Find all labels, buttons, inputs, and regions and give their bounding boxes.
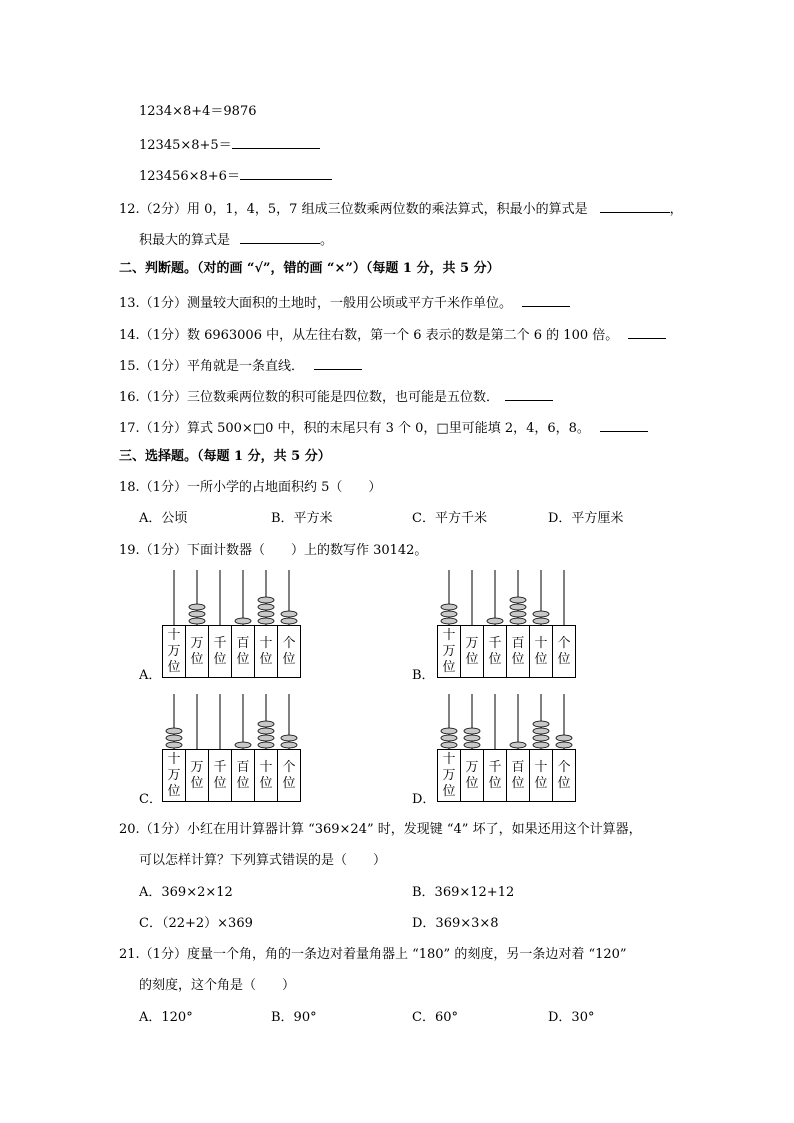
question-12-line-2 bbox=[139, 230, 333, 249]
answer-blank[interactable] bbox=[240, 230, 320, 244]
equation-text: 123456×8+6＝ bbox=[139, 169, 240, 184]
section-2-heading: 二、判断题。（对的画 “√”，错的画 “×”）（每题 1 分，共 5 分） bbox=[119, 261, 500, 276]
q18-option-a[interactable]: A．公顷 bbox=[139, 511, 188, 526]
abacus-bead bbox=[258, 721, 274, 727]
q21-option-b[interactable]: B．90° bbox=[271, 1010, 317, 1025]
q21-option-c[interactable]: C．60° bbox=[412, 1010, 458, 1025]
abacus-drawing bbox=[437, 570, 576, 678]
abacus-place-label: 十位 bbox=[534, 760, 548, 791]
answer-blank[interactable] bbox=[232, 135, 320, 149]
abacus-place-label: 百位 bbox=[511, 760, 525, 791]
abacus-place-label: 十位 bbox=[259, 760, 273, 791]
abacus-place-label: 千位 bbox=[213, 636, 227, 667]
question-text: 16.（1分）三位数乘两位数的积可能是四位数，也可能是五位数． bbox=[119, 390, 499, 405]
abacus-bead bbox=[441, 742, 457, 748]
abacus-place-label: 个位 bbox=[282, 760, 296, 791]
punctuation: ， bbox=[669, 202, 683, 217]
equation-text: 12345×8+5＝ bbox=[139, 138, 232, 153]
question-20-line-1: 20.（1分）小红在用计算器计算 “369×24” 时，发现键 “4” 坏了，如果还用这个计算器， bbox=[119, 822, 642, 837]
q18-option-b[interactable]: B．平方米 bbox=[271, 511, 333, 526]
q18-option-c[interactable]: C．平方千米 bbox=[412, 511, 487, 526]
abacus-drawing bbox=[437, 694, 576, 802]
abacus-option-b-letter[interactable]: B． bbox=[412, 668, 435, 683]
abacus-place-label: 千位 bbox=[488, 636, 502, 667]
equation-line-2 bbox=[139, 135, 320, 154]
question-14 bbox=[119, 325, 666, 344]
abacus-place-label: 个位 bbox=[557, 760, 571, 791]
abacus-bead bbox=[487, 618, 503, 624]
abacus-bead bbox=[281, 611, 297, 617]
abacus-option-a[interactable] bbox=[162, 570, 301, 678]
q20-option-d[interactable]: D．369×3×8 bbox=[412, 916, 499, 931]
abacus-bead bbox=[281, 742, 297, 748]
abacus-bead bbox=[441, 604, 457, 610]
question-15 bbox=[119, 356, 362, 375]
abacus-bead bbox=[166, 735, 182, 741]
abacus-place-label: 十万位 bbox=[442, 752, 456, 799]
abacus-place-label: 个位 bbox=[557, 636, 571, 667]
answer-blank[interactable] bbox=[314, 356, 362, 370]
abacus-bead bbox=[556, 735, 572, 741]
abacus-bead bbox=[258, 742, 274, 748]
question-13 bbox=[119, 293, 570, 312]
abacus-bead bbox=[533, 721, 549, 727]
abacus-place-label: 百位 bbox=[236, 636, 250, 667]
abacus-place-label: 千位 bbox=[213, 760, 227, 791]
abacus-bead bbox=[166, 728, 182, 734]
abacus-bead bbox=[533, 742, 549, 748]
abacus-bead bbox=[510, 618, 526, 624]
q20-option-c[interactable]: C．（22+2）×369 bbox=[139, 916, 253, 931]
q21-option-d[interactable]: D．30° bbox=[548, 1010, 595, 1025]
abacus-bead bbox=[510, 604, 526, 610]
section-3-heading: 三、选择题。（每题 1 分，共 5 分） bbox=[119, 449, 331, 464]
abacus-bead bbox=[441, 735, 457, 741]
abacus-bead bbox=[235, 742, 251, 748]
abacus-place-label: 百位 bbox=[511, 636, 525, 667]
abacus-bead bbox=[510, 742, 526, 748]
abacus-place-label: 千位 bbox=[488, 760, 502, 791]
abacus-bead bbox=[189, 604, 205, 610]
question-text: 13.（1分）测量较大面积的土地时，一般用公顷或平方千米作单位。 bbox=[119, 296, 512, 311]
abacus-bead bbox=[189, 611, 205, 617]
abacus-option-a-letter[interactable]: A． bbox=[139, 668, 162, 683]
abacus-option-d-letter[interactable]: D． bbox=[412, 792, 436, 807]
answer-blank[interactable] bbox=[600, 418, 648, 432]
abacus-bead bbox=[258, 611, 274, 617]
question-21-line-2: 的刻度，这个角是（ ） bbox=[139, 978, 296, 993]
abacus-bead bbox=[166, 742, 182, 748]
abacus-drawing bbox=[162, 570, 301, 678]
answer-blank[interactable] bbox=[628, 325, 666, 339]
abacus-bead bbox=[464, 735, 480, 741]
abacus-bead bbox=[556, 742, 572, 748]
abacus-option-c-letter[interactable]: C． bbox=[139, 792, 162, 807]
abacus-place-label: 百位 bbox=[236, 760, 250, 791]
abacus-bead bbox=[258, 728, 274, 734]
question-17 bbox=[119, 418, 648, 437]
abacus-bead bbox=[533, 728, 549, 734]
abacus-option-d[interactable] bbox=[437, 694, 576, 802]
abacus-bead bbox=[281, 735, 297, 741]
abacus-place-label: 十位 bbox=[534, 636, 548, 667]
abacus-place-label: 万位 bbox=[465, 760, 479, 791]
abacus-bead bbox=[258, 597, 274, 603]
abacus-drawing bbox=[162, 694, 301, 802]
question-19: 19.（1分）下面计数器（ ）上的数写作 30142。 bbox=[119, 543, 428, 558]
answer-blank[interactable] bbox=[522, 293, 570, 307]
abacus-place-label: 十万位 bbox=[167, 752, 181, 799]
question-text: 14.（1分）数 6963006 中，从左往右数，第一个 6 表示的数是第二个 6 的 100 倍。 bbox=[119, 328, 619, 343]
question-text: 15.（1分）平角就是一条直线． bbox=[119, 359, 304, 374]
abacus-bead bbox=[441, 618, 457, 624]
question-20-line-2: 可以怎样计算？下列算式错误的是（ ） bbox=[139, 853, 387, 868]
abacus-bead bbox=[189, 618, 205, 624]
abacus-place-label: 十位 bbox=[259, 636, 273, 667]
abacus-bead bbox=[258, 604, 274, 610]
abacus-place-label: 个位 bbox=[282, 636, 296, 667]
question-12-line-1 bbox=[119, 199, 683, 218]
abacus-bead bbox=[441, 611, 457, 617]
punctuation: 。 bbox=[320, 233, 334, 248]
abacus-place-label: 十万位 bbox=[442, 628, 456, 675]
abacus-bead bbox=[464, 742, 480, 748]
equation-line-1: 1234×8+4＝9876 bbox=[139, 104, 257, 119]
abacus-bead bbox=[258, 735, 274, 741]
abacus-bead bbox=[235, 618, 251, 624]
q21-option-a[interactable]: A．120° bbox=[139, 1010, 193, 1025]
abacus-bead bbox=[258, 618, 274, 624]
question-16 bbox=[119, 387, 553, 406]
abacus-option-b[interactable] bbox=[437, 570, 576, 678]
answer-blank[interactable] bbox=[600, 199, 670, 213]
abacus-bead bbox=[281, 618, 297, 624]
abacus-option-c[interactable] bbox=[162, 694, 301, 802]
q20-option-a[interactable]: A．369×2×12 bbox=[139, 885, 233, 900]
q20-option-b[interactable]: B．369×12+12 bbox=[412, 885, 515, 900]
question-text: 12.（2分）用 0，1，4，5，7 组成三位数乘两位数的乘法算式，积最小的算式是 bbox=[119, 202, 588, 217]
question-text: 17.（1分）算式 500×□0 中，积的末尾只有 3 个 0，□里可能填 2，4，6，8。 bbox=[119, 421, 590, 436]
abacus-bead bbox=[510, 597, 526, 603]
abacus-bead bbox=[533, 735, 549, 741]
equation-line-3 bbox=[139, 166, 332, 185]
abacus-place-label: 万位 bbox=[190, 636, 204, 667]
answer-blank[interactable] bbox=[240, 166, 332, 180]
abacus-bead bbox=[533, 618, 549, 624]
answer-blank[interactable] bbox=[505, 387, 553, 401]
question-text: 积最大的算式是 bbox=[139, 233, 231, 248]
abacus-bead bbox=[510, 611, 526, 617]
q18-option-d[interactable]: D．平方厘米 bbox=[548, 511, 624, 526]
abacus-bead bbox=[464, 728, 480, 734]
question-18: 18.（1分）一所小学的占地面积约 5（ ） bbox=[119, 480, 382, 495]
abacus-place-label: 万位 bbox=[465, 636, 479, 667]
abacus-place-label: 十万位 bbox=[167, 628, 181, 675]
abacus-place-label: 万位 bbox=[190, 760, 204, 791]
question-21-line-1: 21.（1分）度量一个角，角的一条边对着量角器上 “180” 的刻度，另一条边对着 “120” bbox=[119, 947, 627, 962]
abacus-bead bbox=[441, 728, 457, 734]
abacus-bead bbox=[533, 611, 549, 617]
